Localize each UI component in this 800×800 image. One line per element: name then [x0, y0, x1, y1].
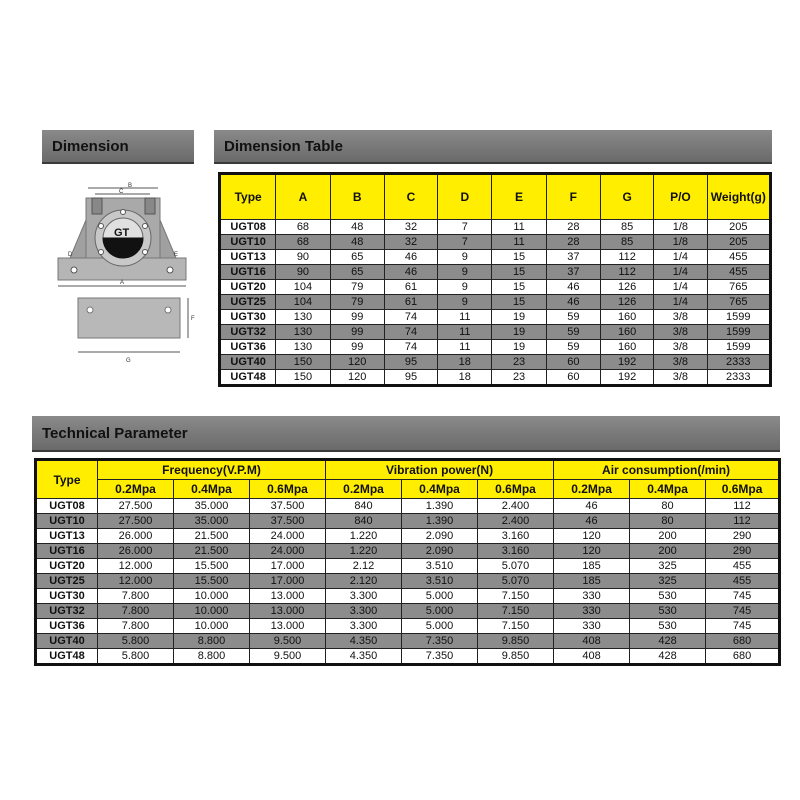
table-cell: 200	[630, 544, 706, 559]
table-cell: 455	[707, 265, 770, 280]
header-air-consumption: Air consumption(/min)	[554, 460, 780, 480]
table-cell: 19	[492, 310, 546, 325]
table-cell: 5.000	[402, 604, 478, 619]
header-type: Type	[220, 174, 276, 220]
table-cell: 37	[546, 250, 600, 265]
table-cell: 1.390	[402, 514, 478, 529]
row-type-cell: UGT16	[220, 265, 276, 280]
table-cell: 3.160	[478, 529, 554, 544]
table-cell: 1.220	[326, 529, 402, 544]
table-cell: 408	[554, 634, 630, 649]
header-frequency: Frequency(V.P.M)	[98, 460, 326, 480]
table-cell: 5.000	[402, 619, 478, 634]
table-cell: 1/4	[654, 280, 707, 295]
table-cell: 120	[554, 544, 630, 559]
table-cell: 24.000	[250, 529, 326, 544]
table-cell: 32	[384, 235, 437, 250]
table-cell: 11	[492, 235, 546, 250]
table-row	[36, 544, 780, 559]
row-type-cell: UGT40	[36, 634, 98, 649]
table-cell: 8.800	[174, 634, 250, 649]
table-cell: 120	[554, 529, 630, 544]
table-cell: 7.150	[478, 619, 554, 634]
table-cell: 99	[330, 325, 384, 340]
table-cell: 205	[707, 220, 770, 235]
table-cell: 192	[600, 355, 653, 370]
table-row	[36, 649, 780, 665]
table-cell: 26.000	[98, 544, 174, 559]
table-cell: 15	[492, 250, 546, 265]
table-cell: 530	[630, 604, 706, 619]
header-e: E	[492, 174, 546, 220]
table-cell: 95	[384, 370, 437, 386]
row-type-cell: UGT20	[220, 280, 276, 295]
table-cell: 330	[554, 589, 630, 604]
table-cell: 9	[438, 265, 492, 280]
table-cell: 99	[330, 310, 384, 325]
dim-label-b: B	[128, 183, 133, 189]
table-cell: 7.800	[98, 604, 174, 619]
table-cell: 37.500	[250, 514, 326, 529]
table-cell: 126	[600, 295, 653, 310]
table-cell: 11	[438, 325, 492, 340]
table-cell: 10.000	[174, 589, 250, 604]
table-cell: 150	[276, 370, 330, 386]
row-type-cell: UGT30	[220, 310, 276, 325]
table-cell: 10.000	[174, 619, 250, 634]
header-type: Type	[36, 460, 98, 499]
dimension-section-header	[42, 130, 194, 164]
table-cell: 46	[554, 499, 630, 514]
dimension-section-title: Dimension	[52, 137, 129, 155]
row-type-cell: UGT36	[220, 340, 276, 355]
table-row	[36, 634, 780, 649]
table-cell: 46	[554, 514, 630, 529]
table-cell: 19	[492, 325, 546, 340]
table-cell: 23	[492, 355, 546, 370]
table-cell: 130	[276, 340, 330, 355]
table-cell: 74	[384, 325, 437, 340]
dimension-table-body	[220, 220, 771, 386]
technical-group-row	[36, 460, 780, 480]
table-cell: 95	[384, 355, 437, 370]
table-cell: 7.800	[98, 619, 174, 634]
table-cell: 99	[330, 340, 384, 355]
table-cell: 130	[276, 310, 330, 325]
row-type-cell: UGT08	[36, 499, 98, 514]
table-cell: 160	[600, 340, 653, 355]
table-cell: 330	[554, 604, 630, 619]
row-type-cell: UGT30	[36, 589, 98, 604]
row-type-cell: UGT32	[220, 325, 276, 340]
table-cell: 26.000	[98, 529, 174, 544]
table-cell: 455	[706, 559, 780, 574]
table-cell: 1.220	[326, 544, 402, 559]
header-pressure: 0.2Mpa	[326, 480, 402, 499]
table-cell: 1/4	[654, 250, 707, 265]
table-cell: 28	[546, 235, 600, 250]
table-cell: 61	[384, 280, 437, 295]
technical-section-header	[32, 416, 780, 452]
table-cell: 19	[492, 340, 546, 355]
table-cell: 290	[706, 544, 780, 559]
row-type-cell: UGT40	[220, 355, 276, 370]
table-cell: 205	[707, 235, 770, 250]
table-cell: 192	[600, 370, 653, 386]
dim-label-c: C	[119, 189, 124, 195]
technical-table-body	[36, 499, 780, 665]
table-cell: 5.070	[478, 559, 554, 574]
table-cell: 27.500	[98, 514, 174, 529]
table-cell: 9.500	[250, 634, 326, 649]
table-cell: 1/4	[654, 265, 707, 280]
table-cell: 1599	[707, 325, 770, 340]
table-cell: 200	[630, 529, 706, 544]
table-cell: 74	[384, 340, 437, 355]
table-cell: 1/8	[654, 235, 707, 250]
table-cell: 1.390	[402, 499, 478, 514]
table-cell: 2333	[707, 355, 770, 370]
table-cell: 46	[546, 295, 600, 310]
table-cell: 11	[438, 310, 492, 325]
table-cell: 5.000	[402, 589, 478, 604]
header-c: C	[384, 174, 437, 220]
table-cell: 23	[492, 370, 546, 386]
header-pressure: 0.4Mpa	[630, 480, 706, 499]
table-cell: 745	[706, 589, 780, 604]
table-cell: 3.300	[326, 589, 402, 604]
table-cell: 3/8	[654, 325, 707, 340]
table-cell: 120	[330, 370, 384, 386]
table-cell: 35.000	[174, 514, 250, 529]
dimension-table	[218, 172, 772, 387]
table-cell: 13.000	[250, 589, 326, 604]
table-cell: 32	[384, 220, 437, 235]
table-cell: 65	[330, 265, 384, 280]
table-cell: 126	[600, 280, 653, 295]
table-cell: 3/8	[654, 355, 707, 370]
table-row	[220, 355, 771, 370]
table-cell: 85	[600, 220, 653, 235]
row-type-cell: UGT10	[36, 514, 98, 529]
table-cell: 2.120	[326, 574, 402, 589]
table-cell: 455	[707, 250, 770, 265]
table-cell: 90	[276, 265, 330, 280]
table-cell: 120	[330, 355, 384, 370]
row-type-cell: UGT36	[36, 619, 98, 634]
table-cell: 185	[554, 559, 630, 574]
table-cell: 90	[276, 250, 330, 265]
technical-parameter-table	[34, 458, 781, 666]
table-cell: 112	[706, 514, 780, 529]
table-cell: 27.500	[98, 499, 174, 514]
table-cell: 59	[546, 325, 600, 340]
row-type-cell: UGT20	[36, 559, 98, 574]
logo-text: GT	[114, 227, 130, 239]
table-cell: 160	[600, 325, 653, 340]
table-cell: 61	[384, 295, 437, 310]
header-pressure: 0.2Mpa	[554, 480, 630, 499]
table-cell: 112	[600, 265, 653, 280]
table-cell: 9.850	[478, 649, 554, 665]
header-d: D	[438, 174, 492, 220]
table-cell: 2.400	[478, 514, 554, 529]
table-cell: 428	[630, 649, 706, 665]
table-cell: 9	[438, 250, 492, 265]
table-row	[36, 529, 780, 544]
table-cell: 5.070	[478, 574, 554, 589]
table-row	[36, 619, 780, 634]
table-row	[220, 280, 771, 295]
top-view	[58, 183, 186, 286]
table-cell: 13.000	[250, 604, 326, 619]
table-cell: 680	[706, 649, 780, 665]
table-cell: 59	[546, 310, 600, 325]
table-cell: 1/8	[654, 220, 707, 235]
table-cell: 9	[438, 295, 492, 310]
table-cell: 4.350	[326, 649, 402, 665]
table-row	[36, 604, 780, 619]
table-cell: 185	[554, 574, 630, 589]
table-cell: 15.500	[174, 559, 250, 574]
header-pressure: 0.2Mpa	[98, 480, 174, 499]
table-cell: 2.400	[478, 499, 554, 514]
table-row	[220, 220, 771, 235]
header-pressure: 0.4Mpa	[174, 480, 250, 499]
header-po: P/O	[654, 174, 707, 220]
dim-label-d: D	[68, 252, 73, 258]
row-type-cell: UGT48	[220, 370, 276, 386]
header-b: B	[330, 174, 384, 220]
table-cell: 46	[384, 250, 437, 265]
table-cell: 37.500	[250, 499, 326, 514]
table-cell: 428	[630, 634, 706, 649]
table-cell: 10.000	[174, 604, 250, 619]
table-cell: 24.000	[250, 544, 326, 559]
table-row	[220, 235, 771, 250]
table-row	[36, 559, 780, 574]
header-vibration-power: Vibration power(N)	[326, 460, 554, 480]
table-cell: 2.090	[402, 529, 478, 544]
table-cell: 59	[546, 340, 600, 355]
table-cell: 18	[438, 355, 492, 370]
table-cell: 46	[546, 280, 600, 295]
table-cell: 2.090	[402, 544, 478, 559]
table-cell: 68	[276, 235, 330, 250]
technical-section-title: Technical Parameter	[42, 424, 188, 442]
table-cell: 7.800	[98, 589, 174, 604]
header-g: G	[600, 174, 653, 220]
table-cell: 530	[630, 589, 706, 604]
dimension-table-section-title: Dimension Table	[224, 137, 343, 155]
header-pressure: 0.6Mpa	[250, 480, 326, 499]
table-cell: 74	[384, 310, 437, 325]
table-cell: 2.12	[326, 559, 402, 574]
row-type-cell: UGT13	[220, 250, 276, 265]
table-row	[220, 340, 771, 355]
table-cell: 11	[438, 340, 492, 355]
dim-label-a: A	[120, 280, 125, 286]
table-cell: 18	[438, 370, 492, 386]
table-cell: 3.510	[402, 574, 478, 589]
table-cell: 150	[276, 355, 330, 370]
table-cell: 15	[492, 265, 546, 280]
table-cell: 765	[707, 280, 770, 295]
table-cell: 325	[630, 559, 706, 574]
row-type-cell: UGT25	[220, 295, 276, 310]
table-cell: 745	[706, 619, 780, 634]
table-cell: 4.350	[326, 634, 402, 649]
table-cell: 7	[438, 235, 492, 250]
header-pressure: 0.6Mpa	[706, 480, 780, 499]
row-type-cell: UGT08	[220, 220, 276, 235]
table-cell: 68	[276, 220, 330, 235]
table-cell: 79	[330, 295, 384, 310]
table-cell: 745	[706, 604, 780, 619]
dim-label-g: G	[126, 358, 131, 364]
table-cell: 112	[706, 499, 780, 514]
table-cell: 85	[600, 235, 653, 250]
row-type-cell: UGT25	[36, 574, 98, 589]
table-row	[220, 265, 771, 280]
table-cell: 3.510	[402, 559, 478, 574]
header-pressure: 0.6Mpa	[478, 480, 554, 499]
table-cell: 3/8	[654, 340, 707, 355]
table-row	[36, 574, 780, 589]
row-type-cell: UGT16	[36, 544, 98, 559]
header-weight: Weight(g)	[707, 174, 770, 220]
technical-pressure-row	[36, 480, 780, 499]
table-cell: 15.500	[174, 574, 250, 589]
vibrator-dimension-drawing	[50, 180, 210, 370]
table-cell: 9.850	[478, 634, 554, 649]
table-cell: 7.150	[478, 604, 554, 619]
table-cell: 48	[330, 235, 384, 250]
row-type-cell: UGT13	[36, 529, 98, 544]
table-row	[220, 325, 771, 340]
table-cell: 112	[600, 250, 653, 265]
table-cell: 104	[276, 295, 330, 310]
table-cell: 765	[707, 295, 770, 310]
header-a: A	[276, 174, 330, 220]
table-cell: 15	[492, 280, 546, 295]
header-f: F	[546, 174, 600, 220]
row-type-cell: UGT32	[36, 604, 98, 619]
table-cell: 130	[276, 325, 330, 340]
table-cell: 680	[706, 634, 780, 649]
table-cell: 60	[546, 355, 600, 370]
table-cell: 9.500	[250, 649, 326, 665]
table-cell: 17.000	[250, 574, 326, 589]
table-cell: 37	[546, 265, 600, 280]
dim-label-e: E	[174, 252, 179, 258]
table-cell: 80	[630, 499, 706, 514]
table-cell: 1599	[707, 340, 770, 355]
table-cell: 1/4	[654, 295, 707, 310]
table-row	[36, 589, 780, 604]
table-cell: 21.500	[174, 529, 250, 544]
table-cell: 160	[600, 310, 653, 325]
table-cell: 455	[706, 574, 780, 589]
table-cell: 12.000	[98, 574, 174, 589]
dimension-table-section-header	[214, 130, 772, 164]
table-row	[220, 295, 771, 310]
dimension-header-row	[220, 174, 771, 220]
table-cell: 3/8	[654, 310, 707, 325]
side-view	[78, 298, 195, 364]
table-row	[220, 370, 771, 386]
table-cell: 7.150	[478, 589, 554, 604]
row-type-cell: UGT10	[220, 235, 276, 250]
table-cell: 3.160	[478, 544, 554, 559]
table-cell: 5.800	[98, 634, 174, 649]
table-row	[36, 499, 780, 514]
table-cell: 7.350	[402, 649, 478, 665]
table-cell: 28	[546, 220, 600, 235]
table-row	[220, 250, 771, 265]
table-cell: 408	[554, 649, 630, 665]
table-cell: 35.000	[174, 499, 250, 514]
table-row	[36, 514, 780, 529]
header-pressure: 0.4Mpa	[402, 480, 478, 499]
table-cell: 12.000	[98, 559, 174, 574]
table-cell: 330	[554, 619, 630, 634]
table-cell: 325	[630, 574, 706, 589]
table-cell: 15	[492, 295, 546, 310]
dim-label-f: F	[191, 316, 195, 322]
table-cell: 48	[330, 220, 384, 235]
table-cell: 3.300	[326, 619, 402, 634]
table-cell: 1599	[707, 310, 770, 325]
table-cell: 79	[330, 280, 384, 295]
table-cell: 46	[384, 265, 437, 280]
table-row	[220, 310, 771, 325]
table-cell: 8.800	[174, 649, 250, 665]
table-cell: 530	[630, 619, 706, 634]
table-cell: 65	[330, 250, 384, 265]
table-cell: 840	[326, 514, 402, 529]
table-cell: 21.500	[174, 544, 250, 559]
table-cell: 7.350	[402, 634, 478, 649]
table-cell: 3/8	[654, 370, 707, 386]
row-type-cell: UGT48	[36, 649, 98, 665]
table-cell: 80	[630, 514, 706, 529]
table-cell: 840	[326, 499, 402, 514]
table-cell: 9	[438, 280, 492, 295]
table-cell: 13.000	[250, 619, 326, 634]
table-cell: 7	[438, 220, 492, 235]
table-cell: 290	[706, 529, 780, 544]
table-cell: 104	[276, 280, 330, 295]
table-cell: 3.300	[326, 604, 402, 619]
table-cell: 17.000	[250, 559, 326, 574]
table-cell: 2333	[707, 370, 770, 386]
table-cell: 11	[492, 220, 546, 235]
table-cell: 60	[546, 370, 600, 386]
table-cell: 5.800	[98, 649, 174, 665]
